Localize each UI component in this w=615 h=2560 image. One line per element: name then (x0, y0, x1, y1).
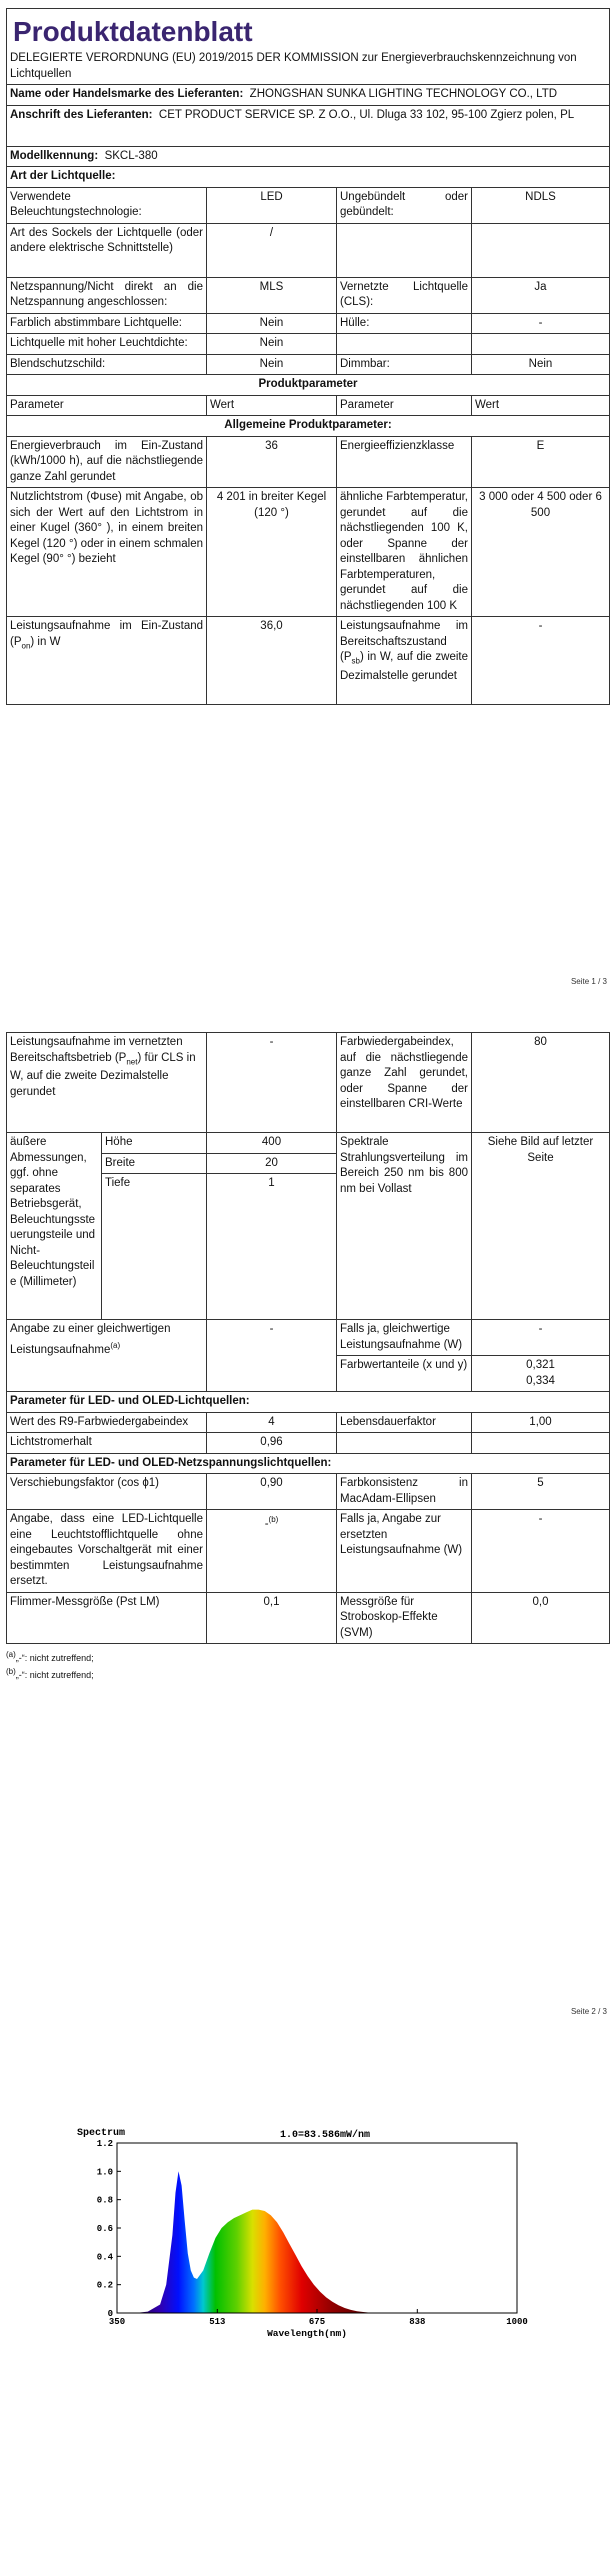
dim-label: Tiefe (102, 1174, 207, 1320)
model-value: SKCL-380 (104, 149, 158, 162)
column-header: Parameter (337, 395, 472, 416)
param-value: Ja (472, 277, 610, 313)
param-label: Nutzlichtstrom (Φuse) mit Angabe, ob sich der Wert auf den Lichtstrom in einer Kugel (360° ), in einem breiten Kegel (120 °) oder in einem schmalen Kegel (90° °) bezieht (7, 488, 207, 617)
table-row (7, 223, 610, 277)
param-label: Dimmbar: (337, 354, 472, 375)
lumen-maint-label: Lichtstromerhalt (7, 1433, 207, 1454)
x-tick-label: 350 (108, 2317, 126, 2327)
y-tick-label: 0.6 (96, 2224, 113, 2234)
r9-value: 4 (207, 1412, 337, 1433)
dim-value: 20 (207, 1153, 337, 1174)
table-row (7, 436, 610, 488)
param-value: LED (207, 187, 337, 223)
equiv-label: Angabe zu einer gleichwertigen Leistungsaufnahme$^{(a)}$ (7, 1320, 207, 1392)
param-value: MLS (207, 277, 337, 313)
table-row (7, 277, 610, 313)
chroma-value: 0,321 0,334 (472, 1356, 610, 1392)
table-row (7, 1412, 610, 1433)
cri-value: 80 (472, 1033, 610, 1133)
table-row (7, 488, 610, 617)
param-value: / (207, 223, 337, 277)
regulation-text: DELEGIERTE VERORDNUNG (EU) 2019/2015 DER KOMMISSION zur Energieverbrauchskennzeichnung von Lichtquellen (7, 49, 610, 85)
replace-value: -$^{(b)}$ (207, 1510, 337, 1593)
x-tick-label: 513 (209, 2317, 226, 2327)
svm-value: 0,0 (472, 1592, 610, 1644)
chart-title: Spectrum (77, 2128, 126, 2139)
cos-label: Verschiebungsfaktor (cos ϕ1) (7, 1474, 207, 1510)
net-standby-value: - (207, 1033, 337, 1133)
light-source-type-header: Art der Lichtquelle: (7, 167, 610, 188)
x-axis-label: Wavelength(nm) (267, 2328, 347, 2339)
svm-label: Messgröße für Stroboskop-Effekte (SVM) (337, 1592, 472, 1644)
param-label: Netzspannung/Nicht direkt an die Netzspannung angeschlossen: (7, 277, 207, 313)
spectral-label: Spektrale Strahlungsverteilung im Bereich 250 nm bis 800 nm bei Vollast (337, 1133, 472, 1320)
param-label: Energieverbrauch im Ein-Zustand (kWh/1000 h), auf die nächstliegende ganze Zahl gerundet (7, 436, 207, 488)
table-row (7, 1474, 610, 1510)
spectrum-chart (75, 2125, 540, 2340)
standby-label: Leistungsaufnahme im Bereitschaftszustand $(P_{sb})$ in W, auf die zweite Dezimalstelle gerundet (337, 617, 472, 705)
param-value: Nein (207, 313, 337, 334)
table-row (7, 313, 610, 334)
param-label: Farblich abstimmbare Lichtquelle: (7, 313, 207, 334)
x-tick-label: 1000 (506, 2317, 528, 2327)
table-row (7, 1133, 610, 1154)
mains-params-header: Parameter für LED- und OLED-Netzspannungslichtquellen: (7, 1453, 610, 1474)
power-on-value: 36,0 (207, 617, 337, 705)
supplier-name-label: Name oder Handelsmarke des Lieferanten: (10, 88, 244, 100)
led-params-header: Parameter für LED- und OLED-Lichtquellen: (7, 1392, 610, 1413)
table-row (7, 617, 610, 705)
param-label: Blendschutzschild: (7, 354, 207, 375)
lumen-maint-value: 0,96 (207, 1433, 337, 1454)
param-value: Nein (207, 354, 337, 375)
y-tick-label: 0.8 (96, 2195, 113, 2206)
supplier-name-value: ZHONGSHAN SUNKA LIGHTING TECHNOLOGY CO., LTD (249, 88, 558, 100)
x-tick-label: 838 (409, 2317, 426, 2327)
param-value: 3 000 oder 4 500 oder 6 500 (472, 488, 610, 617)
param-value: E (472, 436, 610, 488)
param-header-row (7, 395, 610, 416)
param-label: Art des Sockels der Lichtquelle (oder andere elektrische Schnittstelle) (7, 223, 207, 277)
flicker-value: 0,1 (207, 1592, 337, 1644)
table-row (7, 1033, 610, 1133)
equiv-value: - (207, 1320, 337, 1392)
footnote-b: $^{(b)}$„-“: nicht zutreffend; (6, 1667, 94, 1680)
param-value: - (472, 313, 610, 334)
model-label: Modellkennung: (10, 149, 99, 162)
table-row (7, 1433, 610, 1454)
param-label (337, 223, 472, 277)
table-row (7, 1592, 610, 1644)
product-params-header: Produktparameter (7, 375, 610, 396)
y-tick-label: 0.4 (96, 2252, 113, 2263)
spectrum-area (135, 2171, 381, 2313)
param-value: NDLS (472, 187, 610, 223)
standby-value: - (472, 617, 610, 705)
spectral-value: Siehe Bild auf letzter Seite (472, 1133, 610, 1320)
supplier-address-row (7, 105, 610, 146)
macadam-label: Farbkonsistenz in MacAdam-Ellipsen (337, 1474, 472, 1510)
param-value (472, 334, 610, 355)
supplier-address-label: Anschrift des Lieferanten: (10, 108, 153, 121)
column-header: Wert (207, 395, 337, 416)
param-value (472, 223, 610, 277)
lifetime-value: 1,00 (472, 1412, 610, 1433)
param-label: Lichtquelle mit hoher Leuchtdichte: (7, 334, 207, 355)
general-params-header: Allgemeine Produktparameter: (7, 416, 610, 437)
dim-value: 400 (207, 1133, 337, 1154)
supplier-name-row (7, 85, 610, 106)
dim-label: Höhe (102, 1133, 207, 1154)
footnote-a: $^{(a)}$„-“: nicht zutreffend; (6, 1650, 94, 1663)
cos-value: 0,90 (207, 1474, 337, 1510)
y-tick-label: 1.2 (96, 2139, 113, 2149)
equiv-power-label: Falls ja, gleichwertige Leistungsaufnahme (W) (337, 1320, 472, 1356)
table-row (7, 1510, 610, 1593)
datasheet-table-2 (6, 1032, 610, 1644)
replace-label: Angabe, dass eine LED-Lichtquelle eine Leuchtstofflichtquelle ohne eingebautes Vorschaltgerät mit einer bestimmten Leistungsaufnahme ersetzt. (7, 1510, 207, 1593)
param-value: Nein (207, 334, 337, 355)
dim-value: 1 (207, 1174, 337, 1320)
table-row (7, 1320, 610, 1356)
net-standby-label: Leistungsaufnahme im vernetzten Bereitschaftsbetrieb $(P_{net})$ für CLS in W, auf die zweite Dezimalstelle gerundet (7, 1033, 207, 1133)
flicker-label: Flimmer-Messgröße (Pst LM) (7, 1592, 207, 1644)
power-on-label: Leistungsaufnahme im Ein-Zustand $(P_{on})$ in W (7, 617, 207, 705)
chart-annotation: 1.0=83.586mW/nm (280, 2130, 371, 2141)
table-row (7, 187, 610, 223)
param-value: Nein (472, 354, 610, 375)
param-label: Hülle: (337, 313, 472, 334)
param-label: Verwendete Beleuchtungstechnologie: (7, 187, 207, 223)
datasheet-table-1 (6, 8, 610, 705)
param-value: 36 (207, 436, 337, 488)
cri-label: Farbwiedergabeindex, auf die nächstliegende ganze Zahl gerundet, oder Spanne der einstellbaren CRI-Werte (337, 1033, 472, 1133)
dim-label: Breite (102, 1153, 207, 1174)
macadam-value: 5 (472, 1474, 610, 1510)
y-tick-label: 0 (107, 2309, 113, 2319)
dimensions-label: äußere Abmessungen, ggf. ohne separates Betriebsgerät, Beleuchtungssteuerungsteile und Nicht-Beleuchtungsteile (Millimeter) (7, 1133, 102, 1320)
y-tick-label: 1.0 (96, 2167, 113, 2178)
column-header: Parameter (7, 395, 207, 416)
page-2 (6, 1032, 609, 1682)
model-row (7, 146, 610, 167)
supplier-address-value: CET PRODUCT SERVICE SP. Z O.O., Ul. Dluga 33 102, 95-100 Zgierz polen, PL (158, 108, 575, 121)
replace-power-label: Falls ja, Angabe zur ersetzten Leistungsaufnahme (W) (337, 1510, 472, 1593)
table-row (7, 334, 610, 355)
page-title: Produktdatenblatt (13, 16, 253, 47)
param-label: Ungebündelt oder gebündelt: (337, 187, 472, 223)
chroma-label: Farbwertanteile (x und y) (337, 1356, 472, 1392)
equiv-power-value: - (472, 1320, 610, 1356)
replace-power-value: - (472, 1510, 610, 1593)
param-value: 4 201 in breiter Kegel (120 °) (207, 488, 337, 617)
param-label: ähnliche Farbtemperatur, gerundet auf die nächstliegenden 100 K, oder Spanne der einstellbaren ähnlichen Farbtemperaturen, gerundet auf die nächstliegenden 100 K (337, 488, 472, 617)
table-row (7, 354, 610, 375)
page-number-1: Seite 1 / 3 (570, 977, 607, 986)
page-1 (6, 8, 609, 705)
x-tick-label: 675 (308, 2317, 326, 2327)
param-label (337, 334, 472, 355)
column-header: Wert (472, 395, 610, 416)
y-tick-label: 0.2 (96, 2280, 113, 2291)
lifetime-label: Lebensdauerfaktor (337, 1412, 472, 1433)
page-number-2: Seite 2 / 3 (570, 2007, 607, 2016)
r9-label: Wert des R9-Farbwiedergabeindex (7, 1412, 207, 1433)
param-label: Vernetzte Lichtquelle (CLS): (337, 277, 472, 313)
param-label: Energieeffizienzklasse (337, 436, 472, 488)
